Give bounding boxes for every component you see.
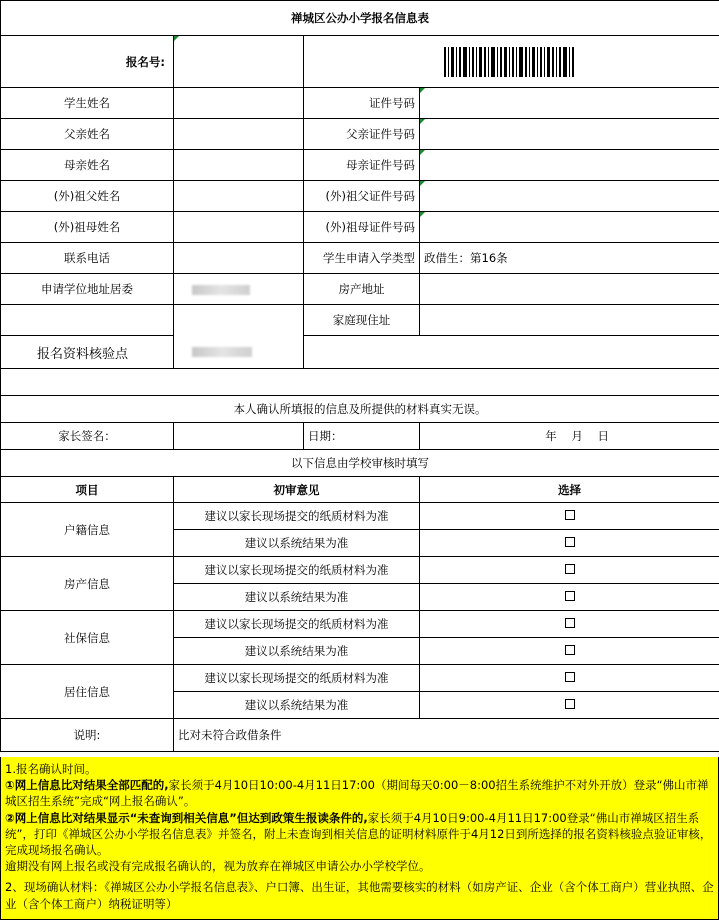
date-label: 日期： bbox=[304, 423, 420, 450]
empty-cell bbox=[174, 305, 304, 336]
instructions-box bbox=[0, 757, 719, 920]
home-address-value[interactable] bbox=[420, 305, 719, 336]
father-id-value[interactable] bbox=[420, 119, 719, 150]
reg-no-label: 报名号: bbox=[1, 36, 174, 88]
note-bold: ①网上信息比对结果全部匹配的, bbox=[5, 778, 169, 793]
mother-name-value[interactable] bbox=[174, 150, 304, 181]
note-paragraph bbox=[5, 810, 714, 859]
choice-cell[interactable] bbox=[420, 530, 719, 557]
checkbox-icon[interactable] bbox=[565, 618, 575, 628]
note-line: 逾期没有网上报名或没有完成报名确认的，视为放弃在禅城区申请公办小学校学位。 bbox=[5, 859, 431, 874]
empty-cell bbox=[420, 336, 719, 369]
checkbox-icon[interactable] bbox=[565, 537, 575, 547]
review-item-name: 房产信息 bbox=[1, 557, 174, 611]
review-header-item: 项目 bbox=[1, 477, 174, 503]
father-name-label: 父亲姓名 bbox=[1, 119, 174, 150]
verify-point-label: 报名资料核验点 bbox=[1, 336, 174, 369]
choice-cell[interactable] bbox=[420, 611, 719, 638]
review-option: 建议以系统结果为准 bbox=[174, 530, 420, 557]
parent-sign-label: 家长签名： bbox=[1, 423, 174, 450]
review-header-opinion: 初审意见 bbox=[174, 477, 420, 503]
checkbox-icon[interactable] bbox=[565, 510, 575, 520]
review-option: 建议以系统结果为准 bbox=[174, 638, 420, 665]
redacted-text bbox=[192, 347, 252, 357]
barcode-icon bbox=[444, 47, 719, 77]
apply-type-label: 学生申请入学类型 bbox=[304, 243, 420, 274]
review-header-choice: 选择 bbox=[420, 477, 719, 503]
checkbox-icon[interactable] bbox=[565, 672, 575, 682]
property-address-label: 房产地址 bbox=[304, 274, 420, 305]
checkbox-icon[interactable] bbox=[565, 591, 575, 601]
school-fill-note: 以下信息由学校审核时填写 bbox=[1, 450, 719, 477]
note-text: 家长须于4月10日9:00-4月11日17:00登录“佛山市禅城区招生系统”，打印《禅城区公办小学报名信息表》并签名，附上未查询到相关信息的证明材料原件于4月12日到所选择的报名资料核验点验证审核，完成现场报名确认。 bbox=[5, 810, 712, 858]
note-line: 2、现场确认材料：《禅城区公办小学报名信息表》、户口簿、出生证，其他需要核实的材料（如房产证、企业（含个体工商户）营业执照、企业（含个体工商户）纳税证明等） bbox=[5, 880, 714, 911]
review-option: 建议以家长现场提交的纸质材料为准 bbox=[174, 503, 420, 530]
review-option: 建议以系统结果为准 bbox=[174, 584, 420, 611]
address-committee-label: 申请学位地址居委 bbox=[1, 274, 174, 305]
checkbox-icon[interactable] bbox=[565, 699, 575, 709]
redacted-text bbox=[192, 285, 250, 295]
note-bold: ②网上信息比对结果显示“未查询到相关信息”但达到政策生报读条件的, bbox=[5, 810, 368, 825]
grandfather-id-label: (外)祖父证件号码 bbox=[304, 181, 420, 212]
id-number-value[interactable] bbox=[420, 88, 719, 119]
verify-point-value bbox=[174, 336, 304, 369]
choice-cell[interactable] bbox=[420, 503, 719, 530]
review-option: 建议以家长现场提交的纸质材料为准 bbox=[174, 665, 420, 692]
remark-value: 比对未符合政借条件 bbox=[174, 719, 719, 752]
date-value: 年 月 日 bbox=[420, 423, 719, 450]
blank-row bbox=[1, 369, 719, 396]
choice-cell[interactable] bbox=[420, 638, 719, 665]
father-id-label: 父亲证件号码 bbox=[304, 119, 420, 150]
mother-name-label: 母亲姓名 bbox=[1, 150, 174, 181]
mother-id-label: 母亲证件号码 bbox=[304, 150, 420, 181]
review-item-name: 户籍信息 bbox=[1, 503, 174, 557]
grandfather-name-value[interactable] bbox=[174, 181, 304, 212]
phone-label: 联系电话 bbox=[1, 243, 174, 274]
student-name-label: 学生姓名 bbox=[1, 88, 174, 119]
home-address-label: 家庭现住址 bbox=[304, 305, 420, 336]
student-name-value[interactable] bbox=[174, 88, 304, 119]
grandmother-name-value[interactable] bbox=[174, 212, 304, 243]
mother-id-value[interactable] bbox=[420, 150, 719, 181]
choice-cell[interactable] bbox=[420, 584, 719, 611]
review-option: 建议以家长现场提交的纸质材料为准 bbox=[174, 557, 420, 584]
parent-sign-value[interactable] bbox=[174, 423, 304, 450]
choice-cell[interactable] bbox=[420, 692, 719, 719]
empty-cell bbox=[1, 305, 174, 336]
empty-cell bbox=[304, 336, 420, 369]
grandmother-id-value[interactable] bbox=[420, 212, 719, 243]
apply-type-value: 政借生：第16条 bbox=[420, 243, 719, 274]
confirm-text: 本人确认所填报的信息及所提供的材料真实无误。 bbox=[1, 396, 719, 423]
review-item-name: 居住信息 bbox=[1, 665, 174, 719]
form-title: 禅城区公办小学报名信息表 bbox=[1, 1, 719, 36]
property-address-value[interactable] bbox=[420, 274, 719, 305]
barcode-cell bbox=[304, 36, 719, 88]
phone-value[interactable] bbox=[174, 243, 304, 274]
checkbox-icon[interactable] bbox=[565, 645, 575, 655]
review-option: 建议以家长现场提交的纸质材料为准 bbox=[174, 611, 420, 638]
address-committee-value bbox=[174, 274, 304, 305]
checkbox-icon[interactable] bbox=[565, 564, 575, 574]
choice-cell[interactable] bbox=[420, 665, 719, 692]
id-number-label: 证件号码 bbox=[304, 88, 420, 119]
note-text: 家长须于4月10日10:00-4月11日17:00（期间每天0:00－8:00招生系统维护不对外开放）登录“佛山市禅城区招生系统”完成“网上报名确认”。 bbox=[5, 778, 709, 809]
grandfather-id-value[interactable] bbox=[420, 181, 719, 212]
grandmother-id-label: (外)祖母证件号码 bbox=[304, 212, 420, 243]
grandfather-name-label: (外)祖父姓名 bbox=[1, 181, 174, 212]
choice-cell[interactable] bbox=[420, 557, 719, 584]
review-item-name: 社保信息 bbox=[1, 611, 174, 665]
grandmother-name-label: (外)祖母姓名 bbox=[1, 212, 174, 243]
remark-label: 说明: bbox=[1, 719, 174, 752]
note-line: 1.报名确认时间。 bbox=[5, 762, 97, 776]
note-paragraph bbox=[5, 777, 714, 809]
reg-no-value[interactable] bbox=[174, 36, 304, 88]
father-name-value[interactable] bbox=[174, 119, 304, 150]
review-option: 建议以系统结果为准 bbox=[174, 692, 420, 719]
